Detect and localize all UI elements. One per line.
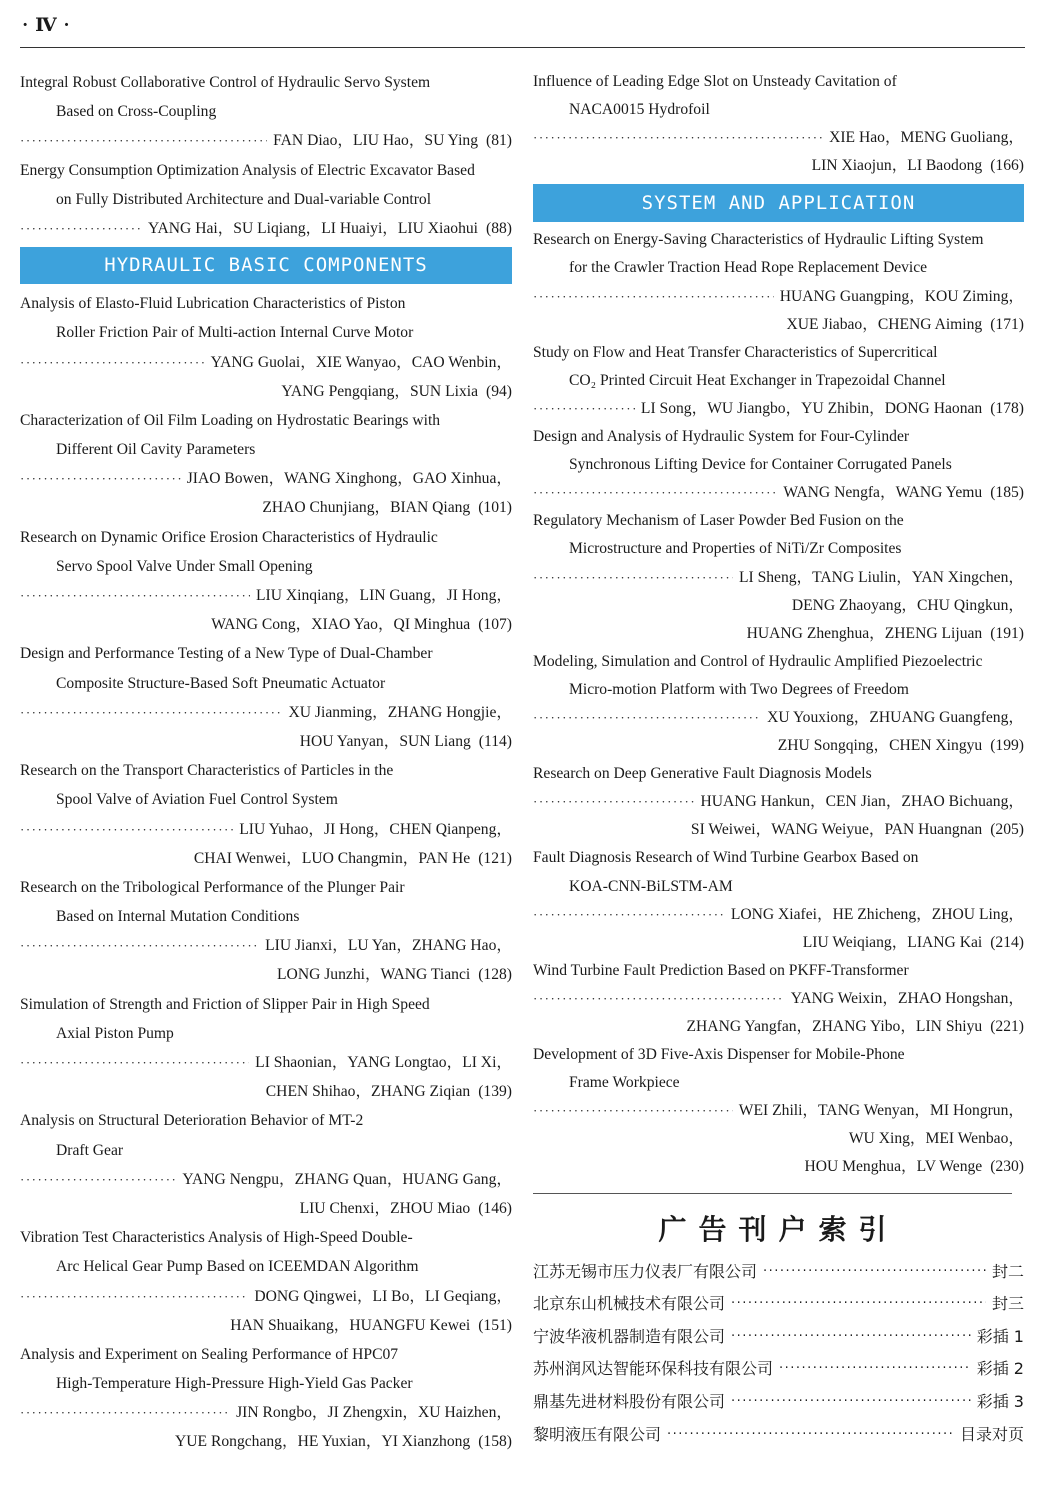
entry-title-line: KOA-CNN-BiLSTM-AM	[569, 877, 733, 895]
leader-dots	[20, 1282, 248, 1311]
leader-dots	[533, 788, 694, 816]
entry-title-line: Influence of Leading Edge Slot on Unsteady Cavitation of	[533, 73, 897, 90]
entry-authors: ZHAO Chunjiang，BIAN Qiang	[262, 499, 471, 517]
advertiser-name: 宁波华液机器制造有限公司	[533, 1326, 726, 1346]
entry-authors: WANG Nengfa，WANG Yemu	[783, 484, 983, 502]
leader-dots	[533, 704, 761, 732]
toc-entry[interactable]	[20, 873, 512, 990]
entry-authors-line	[20, 610, 512, 639]
ad-index-row[interactable]	[533, 1419, 1024, 1452]
toc-entry[interactable]	[533, 423, 1024, 507]
entry-authors: XIE Hao，MENG Guoliang，	[829, 129, 1024, 147]
entry-title-line: Integral Robust Collaborative Control of Hydraulic Servo System	[20, 74, 431, 91]
entry-title-line: Composite Structure-Based Soft Pneumatic Actuator	[56, 674, 386, 692]
ad-position: 彩插 3	[976, 1391, 1024, 1411]
entry-title-line: Regulatory Mechanism of Laser Powder Bed Fusion on the	[533, 512, 904, 530]
leader-dots	[731, 1386, 971, 1419]
entry-authors: CHAI Wenwei，LUO Changmin，PAN He	[193, 849, 471, 867]
entry-authors-line	[20, 1194, 512, 1223]
ad-position: 封二	[991, 1261, 1024, 1281]
advertiser-name: 鼎基先进材料股份有限公司	[533, 1391, 726, 1411]
entry-authors: ZHU Songqing，CHEN Xingyu	[777, 737, 983, 755]
entry-authors-line	[533, 311, 1024, 339]
ad-index-row[interactable]	[533, 1256, 1024, 1289]
entry-page-number: (81)	[486, 132, 512, 150]
leader-dots	[20, 348, 205, 377]
page-number-header: · Ⅳ ·	[22, 15, 71, 36]
entry-page-number: (151)	[478, 1316, 512, 1334]
entry-page-number: (221)	[990, 1018, 1024, 1035]
entry-authors-line	[533, 1125, 1024, 1153]
entry-authors: WANG Cong，XIAO Yao，QI Minghua	[211, 616, 471, 634]
entry-authors-line	[20, 698, 512, 727]
ad-position: 彩插 1	[976, 1326, 1024, 1346]
ad-position: 目录对页	[959, 1424, 1024, 1444]
leader-dots	[533, 901, 725, 929]
leader-dots	[20, 698, 283, 727]
entry-title-line: Frame Workpiece	[569, 1074, 680, 1092]
entry-page-number: (191)	[990, 624, 1024, 642]
ad-index-title: 广告刊户索引	[658, 1212, 899, 1246]
leader-dots	[731, 1288, 986, 1321]
entry-authors-line	[20, 1282, 512, 1311]
entry-authors-line	[533, 395, 1024, 423]
toc-entry[interactable]	[20, 406, 512, 523]
entry-authors-line	[533, 704, 1024, 732]
ad-index-rule	[533, 1193, 1012, 1194]
toc-entry[interactable]	[20, 68, 512, 156]
entry-title-line: Micro-motion Platform with Two Degrees of Freedom	[569, 680, 909, 698]
ad-index-row[interactable]	[533, 1321, 1024, 1354]
entry-title-line: CO₂ Printed Circuit Heat Exchanger in Trapezoidal Channel	[569, 371, 946, 389]
entry-authors: HUANG Zhenghua，ZHENG Lijuan	[746, 624, 983, 642]
entry-page-number: (128)	[478, 966, 512, 984]
entry-authors: FAN Diao，LIU Hao，SU Ying	[273, 132, 479, 150]
ad-index-row[interactable]	[533, 1386, 1024, 1419]
entry-authors: LIU Weiqiang，LIANG Kai	[802, 933, 983, 951]
entry-authors: LI Shaonian，YANG Longtao，LI Xi，	[255, 1054, 512, 1071]
entry-title-line: Wind Turbine Fault Prediction Based on PKFF-Transformer	[533, 961, 909, 979]
entry-authors-line	[20, 1165, 512, 1194]
entry-title-line: Design and Analysis of Hydraulic System for Four-Cylinder	[533, 428, 910, 446]
entry-authors-line	[20, 1048, 512, 1077]
entry-page-number: (107)	[478, 616, 512, 634]
entry-authors: HUANG Hankun，CEN Jian，ZHAO Bichuang，	[700, 793, 1024, 811]
entry-authors: LIU Jianxi，LU Yan，ZHANG Hao，	[265, 937, 512, 955]
entry-page-number: (205)	[990, 821, 1024, 839]
entry-authors-line	[20, 464, 512, 493]
ad-index-row[interactable]	[533, 1353, 1024, 1386]
entry-authors-line	[533, 564, 1024, 592]
entry-authors-line	[20, 214, 512, 243]
entry-page-number: (166)	[990, 157, 1024, 175]
leader-dots	[667, 1419, 954, 1452]
entry-authors-line	[20, 1398, 512, 1427]
entry-title-line: Development of 3D Five-Axis Dispenser for Mobile-Phone	[533, 1046, 905, 1064]
entry-authors-line	[20, 727, 512, 756]
entry-title-line: Microstructure and Properties of NiTi/Zr Composites	[569, 540, 902, 558]
toc-entry[interactable]	[20, 756, 512, 873]
entry-authors: XU Jianming，ZHANG Hongjie，	[288, 703, 512, 721]
toc-entry[interactable]	[20, 289, 512, 406]
entry-authors: LI Song，WU Jiangbo，YU Zhibin，DONG Haonan	[640, 399, 983, 417]
entry-authors: XUE Jiabao，CHENG Aiming	[786, 315, 983, 333]
entry-authors: LIU Xinqiang，LIN Guang，JI Hong，	[256, 587, 512, 604]
entry-title-line: High-Temperature High-Pressure High-Yield Gas Packer	[56, 1375, 413, 1393]
entry-authors-line	[533, 124, 1024, 152]
toc-entry[interactable]	[533, 1041, 1024, 1181]
leader-dots	[20, 1165, 176, 1194]
entry-authors: WEI Zhili，TANG Wenyan，MI Hongrun，	[738, 1102, 1024, 1120]
entry-authors: JIAO Bowen，WANG Xinghong，GAO Xinhua，	[186, 470, 512, 488]
entry-title-line: Draft Gear	[56, 1141, 124, 1159]
entry-authors: CHEN Shihao，ZHANG Ziqian	[265, 1083, 471, 1101]
entry-title-line: Research on Deep Generative Fault Diagnosis Models	[533, 765, 872, 783]
entry-title-line: NACA0015 Hydrofoil	[569, 101, 710, 119]
leader-dots	[20, 815, 233, 844]
entry-title-line: Roller Friction Pair of Multi-action Internal Curve Motor	[56, 324, 414, 342]
entry-authors: JIN Rongbo，JI Zhengxin，XU Haizhen，	[236, 1404, 512, 1422]
leader-dots	[20, 931, 259, 960]
entry-authors: YUE Rongchang，HE Yuxian，YI Xianzhong	[175, 1433, 471, 1451]
entry-title-line: Characterization of Oil Film Loading on Hydrostatic Bearings with	[20, 411, 441, 429]
toc-entry[interactable]	[533, 844, 1024, 956]
ad-position: 彩插 2	[976, 1359, 1024, 1379]
entry-title-line: Servo Spool Valve Under Small Opening	[56, 557, 313, 575]
entry-authors: DENG Zhaoyang，CHU Qingkun，	[791, 596, 1024, 614]
toc-entry[interactable]	[533, 226, 1024, 338]
leader-dots	[20, 1048, 249, 1077]
entry-authors: LIN Xiaojun，LI Baodong	[811, 157, 983, 175]
leader-dots	[779, 1353, 971, 1386]
entry-title-line: Research on Energy-Saving Characteristics of Hydraulic Lifting System	[533, 231, 984, 249]
entry-authors: YANG Weixin，ZHAO Hongshan，	[790, 989, 1024, 1007]
entry-title-line: Synchronous Lifting Device for Container Corrugated Panels	[569, 456, 952, 474]
left-column	[20, 68, 512, 1457]
entry-title-line: on Fully Distributed Architecture and Dual-variable Control	[56, 190, 432, 208]
right-column	[533, 68, 1024, 1451]
entry-authors-line	[20, 1427, 512, 1456]
entry-authors: YANG Pengqiang，SUN Lixia	[281, 382, 479, 400]
entry-title-line: Based on Internal Mutation Conditions	[56, 908, 300, 926]
entry-page-number: (139)	[478, 1083, 512, 1101]
entry-authors: HUANG Guangping，KOU Ziming，	[779, 287, 1024, 305]
entry-authors: LIU Chenxi，ZHOU Miao	[299, 1199, 471, 1217]
toc-entry[interactable]	[533, 957, 1024, 1041]
entry-title-line: Analysis of Elasto-Fluid Lubrication Characteristics of Piston	[20, 295, 406, 313]
leader-dots	[533, 395, 635, 423]
leader-dots	[763, 1256, 986, 1289]
toc-entry[interactable]	[20, 639, 512, 756]
toc-entry[interactable]	[20, 1223, 512, 1340]
entry-authors-line	[20, 348, 512, 377]
toc-entry[interactable]	[533, 507, 1024, 647]
section-heading: HYDRAULIC BASIC COMPONENTS	[20, 247, 512, 284]
advertiser-name: 黎明液压有限公司	[533, 1424, 662, 1444]
entry-authors: WU Xing，MEI Wenbao，	[848, 1130, 1024, 1148]
entry-title-line: Axial Piston Pump	[56, 1024, 174, 1042]
entry-authors-line	[533, 816, 1024, 844]
entry-title-line: Research on the Tribological Performance of the Plunger Pair	[20, 878, 405, 896]
toc-entry[interactable]	[20, 990, 512, 1107]
leader-dots	[20, 464, 181, 493]
entry-authors-line	[533, 929, 1024, 957]
entry-authors: HAN Shuaikang，HUANGFU Kewei	[230, 1316, 471, 1334]
entry-authors-line	[533, 479, 1024, 507]
leader-dots	[20, 126, 267, 155]
entry-title-line: Fault Diagnosis Research of Wind Turbine Gearbox Based on	[533, 849, 919, 867]
entry-page-number: (88)	[486, 219, 512, 237]
entry-authors-line	[20, 1311, 512, 1340]
entry-page-number: (199)	[990, 737, 1024, 755]
advertiser-name: 苏州润风达智能环保科技有限公司	[533, 1359, 774, 1379]
entry-authors: YANG Guolai，XIE Wanyao，CAO Wenbin，	[210, 353, 512, 371]
toc-entry[interactable]	[20, 1106, 512, 1223]
entry-title-line: Analysis and Experiment on Sealing Performance of HPC07	[20, 1345, 399, 1363]
entry-authors: SI Weiwei，WANG Weiyue，PAN Huangnan	[690, 821, 983, 839]
entry-authors: LONG Junzhi，WANG Tianci	[277, 966, 471, 984]
entry-title-line: Research on the Transport Characteristics of Particles in the	[20, 762, 394, 780]
header-rule	[20, 47, 1025, 48]
entry-authors-line	[533, 620, 1024, 648]
entry-authors-line	[533, 985, 1024, 1013]
entry-page-number: (178)	[990, 399, 1024, 417]
entry-page-number: (214)	[990, 933, 1024, 951]
entry-title-line: Arc Helical Gear Pump Based on ICEEMDAN Algorithm	[56, 1258, 419, 1276]
leader-dots	[731, 1321, 971, 1354]
toc-entry[interactable]	[20, 523, 512, 640]
ad-position: 封三	[991, 1294, 1024, 1314]
entry-authors: XU Youxiong，ZHUANG Guangfeng，	[767, 708, 1024, 726]
entry-page-number: (171)	[990, 315, 1024, 333]
entry-authors-line	[533, 788, 1024, 816]
entry-authors: LI Sheng，TANG Liulin，YAN Xingchen，	[738, 568, 1024, 586]
leader-dots	[533, 283, 774, 311]
entry-authors: LIU Yuhao，JI Hong，CHEN Qianpeng，	[239, 820, 512, 838]
entry-authors: LONG Xiafei，HE Zhicheng，ZHOU Ling，	[730, 905, 1024, 923]
entry-authors: ZHANG Yangfan，ZHANG Yibo，LIN Shiyu	[686, 1018, 983, 1035]
entry-authors: HOU Yanyan，SUN Liang	[299, 732, 471, 750]
toc-entry[interactable]	[20, 1340, 512, 1457]
leader-dots	[533, 1097, 733, 1125]
entry-title-line: Different Oil Cavity Parameters	[56, 441, 256, 459]
entry-title-line: Based on Cross-Coupling	[56, 103, 217, 121]
entry-title-line: Study on Flow and Heat Transfer Characteristics of Supercritical	[533, 343, 938, 361]
entry-authors-line	[533, 592, 1024, 620]
entry-title-line: Design and Performance Testing of a New Type of Dual-Chamber	[20, 645, 433, 663]
entry-authors: YANG Hai，SU Liqiang，LI Huaiyi，LIU Xiaohui	[147, 219, 479, 237]
entry-title-line: for the Crawler Traction Head Rope Replacement Device	[569, 259, 928, 277]
entry-authors-line	[533, 152, 1024, 180]
entry-title-line: Modeling, Simulation and Control of Hydraulic Amplified Piezoelectric	[533, 652, 983, 670]
leader-dots	[20, 581, 250, 610]
leader-dots	[533, 479, 777, 507]
toc-entry[interactable]	[533, 760, 1024, 844]
entry-authors-line	[20, 377, 512, 406]
entry-authors-line	[20, 931, 512, 960]
entry-title-line: Spool Valve of Aviation Fuel Control System	[56, 791, 338, 809]
entry-page-number: (185)	[990, 484, 1024, 502]
entry-page-number: (230)	[990, 1158, 1024, 1176]
entry-title-line: Research on Dynamic Orifice Erosion Characteristics of Hydraulic	[20, 528, 438, 546]
entry-authors-line	[533, 1153, 1024, 1181]
entry-authors-line	[20, 126, 512, 155]
ad-index-row[interactable]	[533, 1288, 1024, 1321]
section-heading: SYSTEM AND APPLICATION	[533, 184, 1024, 222]
toc-entry[interactable]	[533, 68, 1024, 180]
entry-authors-line	[20, 815, 512, 844]
toc-entry[interactable]	[533, 648, 1024, 760]
advertiser-name: 江苏无锡市压力仪表厂有限公司	[533, 1261, 758, 1281]
leader-dots	[20, 214, 142, 243]
entry-authors-line	[20, 581, 512, 610]
leader-dots	[533, 124, 823, 152]
entry-page-number: (158)	[478, 1433, 512, 1451]
entry-title-line: Vibration Test Characteristics Analysis of High-Speed Double-	[20, 1229, 413, 1247]
entry-title-line: Simulation of Strength and Friction of Slipper Pair in High Speed	[20, 995, 430, 1013]
entry-page-number: (94)	[486, 382, 512, 400]
entry-authors: YANG Nengpu，ZHANG Quan，HUANG Gang，	[182, 1170, 512, 1188]
entry-authors-line	[533, 283, 1024, 311]
toc-entry[interactable]	[20, 156, 512, 244]
entry-authors: DONG Qingwei，LI Bo，LI Geqiang，	[254, 1287, 512, 1305]
toc-entry[interactable]	[533, 339, 1024, 423]
entry-authors-line	[533, 732, 1024, 760]
entry-page-number: (114)	[478, 732, 512, 750]
entry-authors-line	[533, 1097, 1024, 1125]
entry-authors-line	[20, 960, 512, 989]
entry-authors-line	[20, 1077, 512, 1106]
leader-dots	[533, 985, 785, 1013]
entry-authors-line	[20, 493, 512, 522]
advertiser-name: 北京东山机械技术有限公司	[533, 1294, 726, 1314]
entry-authors-line	[533, 901, 1024, 929]
entry-authors-line	[20, 844, 512, 873]
entry-title-line: Energy Consumption Optimization Analysis of Electric Excavator Based	[20, 161, 475, 179]
entry-authors: HOU Menghua，LV Wenge	[804, 1158, 983, 1176]
leader-dots	[20, 1398, 230, 1427]
leader-dots	[533, 564, 733, 592]
entry-page-number: (101)	[478, 499, 512, 517]
entry-authors-line	[533, 1013, 1024, 1041]
entry-page-number: (146)	[478, 1199, 512, 1217]
entry-title-line: Analysis on Structural Deterioration Behavior of MT-2	[20, 1112, 364, 1130]
entry-page-number: (121)	[478, 849, 512, 867]
